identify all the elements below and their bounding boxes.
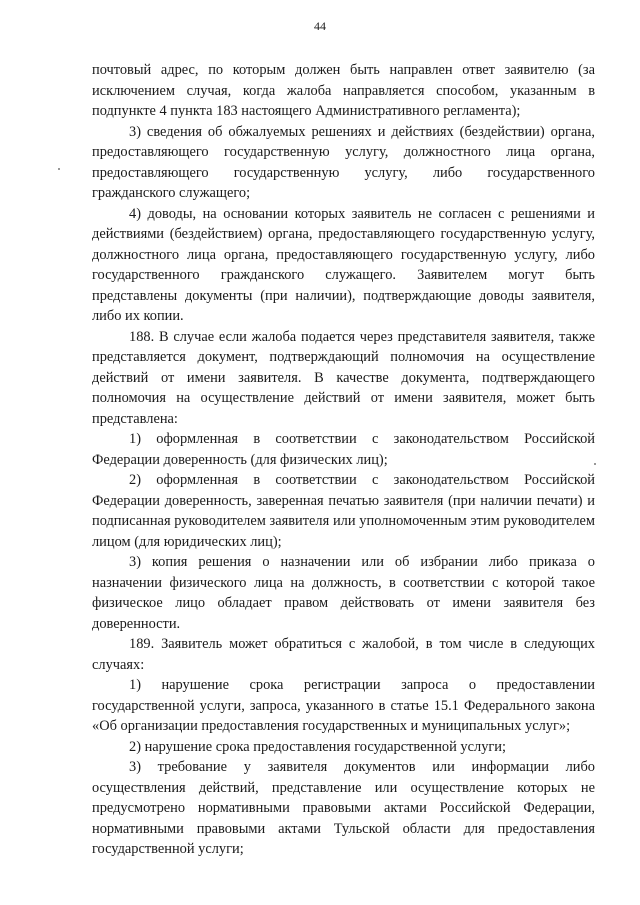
paragraph-item-4-arguments: 4) доводы, на основании которых заявитель не согласен с решениями и действиями (бездействием) органа, предоставляющего государственную услугу, должностного лица органа, предоставляющего государственную услугу, либо государственного гражданского служащего. Заявителем могут быть представлены документы (при наличии), подтверждающие доводы заявителя, либо их копии. xyxy=(92,205,595,324)
document-body xyxy=(92,60,595,860)
paragraph-clause-189: 189. Заявитель может обратиться с жалобой, в том числе в следующих случаях: xyxy=(92,636,595,673)
paragraph-continuation: почтовый адрес, по которым должен быть направлен ответ заявителю (за исключением случая, когда жалоба направляется способом, указанным в подпункте 4 пункта 183 настоящего Административного регламента); xyxy=(92,62,595,119)
paragraph-clause-189-item-2: 2) нарушение срока предоставления государственной услуги; xyxy=(129,738,506,755)
paragraph-clause-188: 188. В случае если жалоба подается через представителя заявителя, также представляется документ, подтверждающий полномочия на осуществление действий от имени заявителя. В качестве документа, подтверждающего полномочия на осуществление действий от имени заявителя, может быть представлена: xyxy=(92,328,595,427)
paragraph-clause-188-item-2: 2) оформленная в соответствии с законодательством Российской Федерации доверенность, заверенная печатью заявителя (при наличии печати) и подписанная руководителем заявителя или уполномоченным этим руководителем лицом (для юридических лиц); xyxy=(92,472,595,550)
paragraph-item-3-subject: 3) сведения об обжалуемых решениях и действиях (бездействии) органа, предоставляющего государственную услугу, должностного лица органа, предоставляющего государственную услугу, либо государственного гражданского служащего; xyxy=(92,123,595,201)
scan-speck xyxy=(594,463,596,465)
page-number: 44 xyxy=(314,19,326,33)
paragraph-clause-188-item-3: 3) копия решения о назначении или об избрании либо приказа о назначении физического лица на должность, в соответствии с которой такое физическое лицо обладает правом действовать от имени заявителя без доверенности. xyxy=(92,554,595,632)
paragraph-clause-189-item-1: 1) нарушение срока регистрации запроса о предоставлении государственной услуги, запроса, указанного в статье 15.1 Федерального закона «Об организации предоставления государственных и муниципальных услуг»; xyxy=(92,677,595,734)
paragraph-clause-188-item-1: 1) оформленная в соответствии с законодательством Российской Федерации доверенность (для физических лиц); xyxy=(92,431,595,468)
paragraph-clause-189-item-3: 3) требование у заявителя документов или информации либо осуществления действий, представление или осуществление которых не предусмотрено нормативными правовыми актами Российской Федерации, нормативными правовыми актами Тульской области для предоставления государственной услуги; xyxy=(92,759,595,857)
scan-speck xyxy=(58,168,60,170)
